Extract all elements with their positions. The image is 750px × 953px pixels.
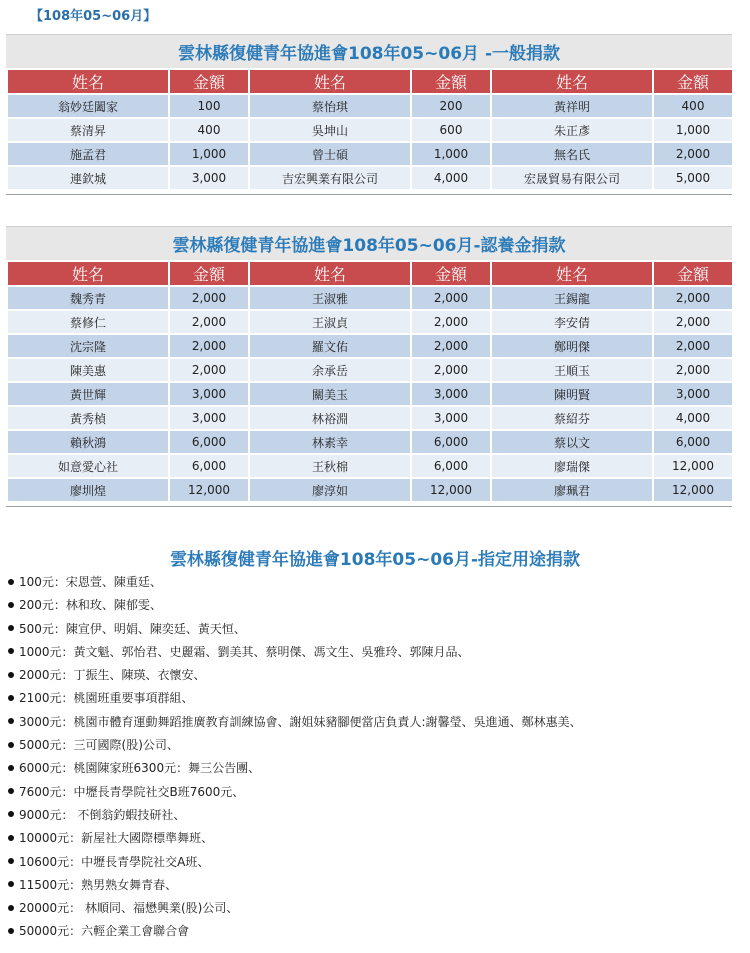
table-row <box>8 431 732 453</box>
donor-name-cell: 蔡怡琪 <box>250 95 410 117</box>
header-amount: 金額 <box>170 262 248 285</box>
list-item-text: 3000元：桃園市體育運動舞蹈推廣教育訓練協會、謝姐妹豬腳便當店負責人:謝馨瑩、吳進通、鄭林惠美、 <box>19 714 582 729</box>
donor-name-cell: 廖珮君 <box>492 479 652 501</box>
table-row <box>8 383 732 405</box>
bullet-icon <box>8 672 14 678</box>
sponsor-donation-title: 雲林縣復健青年協進會108年05~06月-認養金捐款 <box>6 226 732 260</box>
header-name: 姓名 <box>492 262 652 285</box>
amount-cell: 4,000 <box>654 407 732 429</box>
bullet-icon <box>8 881 14 887</box>
amount-cell: 2,000 <box>412 335 490 357</box>
sponsor-donation-panel <box>6 226 732 507</box>
amount-cell: 12,000 <box>170 479 248 501</box>
table-row <box>8 479 732 501</box>
list-item <box>8 804 582 827</box>
donor-name-cell: 余承岳 <box>250 359 410 381</box>
table-header-row <box>8 70 732 93</box>
header-amount: 金額 <box>412 70 490 93</box>
list-item-text: 10000元：新屋社大國際標準舞班、 <box>19 831 214 846</box>
list-item <box>8 757 582 780</box>
donor-name-cell: 連欽城 <box>8 167 168 189</box>
header-amount: 金額 <box>654 262 732 285</box>
table-row <box>8 359 732 381</box>
sponsor-donation-table <box>6 260 734 503</box>
designated-donation-list <box>8 571 582 944</box>
amount-cell: 2,000 <box>412 311 490 333</box>
bullet-icon <box>8 835 14 841</box>
donor-name-cell: 林素幸 <box>250 431 410 453</box>
table-row <box>8 455 732 477</box>
amount-cell: 100 <box>170 95 248 117</box>
amount-cell: 2,000 <box>412 287 490 309</box>
list-item <box>8 781 582 804</box>
amount-cell: 400 <box>170 119 248 141</box>
amount-cell: 12,000 <box>654 455 732 477</box>
bullet-icon <box>8 602 14 608</box>
amount-cell: 2,000 <box>654 143 732 165</box>
amount-cell: 4,000 <box>412 167 490 189</box>
amount-cell: 6,000 <box>412 431 490 453</box>
bullet-icon <box>8 742 14 748</box>
amount-cell: 5,000 <box>654 167 732 189</box>
list-item <box>8 687 582 710</box>
header-amount: 金額 <box>412 262 490 285</box>
bullet-icon <box>8 811 14 817</box>
donor-name-cell: 黃世輝 <box>8 383 168 405</box>
list-item-text: 1000元：黃文魁、郭怡君、史麗霜、劉美其、蔡明傑、馮文生、吳雅玲、郭陳月品、 <box>19 644 470 659</box>
donor-name-cell: 廖圳煌 <box>8 479 168 501</box>
donor-name-cell: 蔡紹芬 <box>492 407 652 429</box>
amount-cell: 6,000 <box>412 455 490 477</box>
donor-name-cell: 宏晟貿易有限公司 <box>492 167 652 189</box>
list-item <box>8 618 582 641</box>
designated-donation-title: 雲林縣復健青年協進會108年05~06月-指定用途捐款 <box>169 550 581 570</box>
list-item-text: 10600元：中壢長青學院社交A班、 <box>19 854 210 869</box>
bullet-icon <box>8 648 14 654</box>
list-item-text: 6000元：桃園陳家班6300元：舞三公告團、 <box>19 761 261 776</box>
list-item-text: 2000元：丁振生、陳瑛、衣懷安、 <box>19 668 206 683</box>
amount-cell: 3,000 <box>170 383 248 405</box>
amount-cell: 2,000 <box>654 287 732 309</box>
list-item <box>8 920 582 943</box>
donor-name-cell: 無名氏 <box>492 143 652 165</box>
list-item <box>8 827 582 850</box>
donor-name-cell: 蔡修仁 <box>8 311 168 333</box>
amount-cell: 1,000 <box>170 143 248 165</box>
donor-name-cell: 關美玉 <box>250 383 410 405</box>
general-donation-panel <box>6 34 732 195</box>
list-item <box>8 734 582 757</box>
donor-name-cell: 羅文佑 <box>250 335 410 357</box>
bullet-icon <box>8 695 14 701</box>
table-row <box>8 335 732 357</box>
amount-cell: 6,000 <box>654 431 732 453</box>
amount-cell: 200 <box>412 95 490 117</box>
list-item <box>8 664 582 687</box>
divider <box>6 191 732 195</box>
bullet-icon <box>8 765 14 771</box>
table-row <box>8 119 732 141</box>
amount-cell: 1,000 <box>412 143 490 165</box>
list-item <box>8 874 582 897</box>
table-row <box>8 143 732 165</box>
donor-name-cell: 王錫龍 <box>492 287 652 309</box>
donor-name-cell: 黃秀楨 <box>8 407 168 429</box>
donor-name-cell: 鄭明傑 <box>492 335 652 357</box>
amount-cell: 2,000 <box>412 359 490 381</box>
donor-name-cell: 陳明賢 <box>492 383 652 405</box>
amount-cell: 3,000 <box>654 383 732 405</box>
donor-name-cell: 廖淳如 <box>250 479 410 501</box>
list-item-text: 11500元：熟男熟女舞青春、 <box>19 877 178 892</box>
bullet-icon <box>8 625 14 631</box>
donor-name-cell: 林裕淵 <box>250 407 410 429</box>
amount-cell: 12,000 <box>412 479 490 501</box>
table-row <box>8 167 732 189</box>
bullet-icon <box>8 905 14 911</box>
bullet-icon <box>8 718 14 724</box>
donor-name-cell: 如意愛心社 <box>8 455 168 477</box>
donor-name-cell: 黃祥明 <box>492 95 652 117</box>
amount-cell: 2,000 <box>654 311 732 333</box>
donor-name-cell: 賴秋鴻 <box>8 431 168 453</box>
amount-cell: 3,000 <box>412 383 490 405</box>
donor-name-cell: 廖瑞傑 <box>492 455 652 477</box>
donor-name-cell: 蔡清昇 <box>8 119 168 141</box>
header-name: 姓名 <box>250 262 410 285</box>
header-amount: 金額 <box>654 70 732 93</box>
donor-name-cell: 王淑雅 <box>250 287 410 309</box>
donor-name-cell: 陳美惠 <box>8 359 168 381</box>
bullet-icon <box>8 788 14 794</box>
donor-name-cell: 曾士碩 <box>250 143 410 165</box>
table-row <box>8 311 732 333</box>
general-donation-table <box>6 68 734 191</box>
donor-name-cell: 吉宏興業有限公司 <box>250 167 410 189</box>
donor-name-cell: 魏秀青 <box>8 287 168 309</box>
donor-name-cell: 李安倩 <box>492 311 652 333</box>
list-item-text: 500元：陳宣伊、明娟、陳奕廷、黃天恒、 <box>19 621 246 636</box>
donor-name-cell: 朱正彥 <box>492 119 652 141</box>
list-item-text: 200元：林和玫、陳郁雯、 <box>19 598 162 613</box>
table-row <box>8 407 732 429</box>
header-name: 姓名 <box>8 70 168 93</box>
list-item <box>8 897 582 920</box>
header-name: 姓名 <box>492 70 652 93</box>
donor-name-cell: 吳坤山 <box>250 119 410 141</box>
donor-name-cell: 蔡以文 <box>492 431 652 453</box>
amount-cell: 2,000 <box>170 335 248 357</box>
table-header-row <box>8 262 732 285</box>
list-item-text: 7600元：中壢長青學院社交B班7600元、 <box>19 784 245 799</box>
amount-cell: 2,000 <box>654 359 732 381</box>
amount-cell: 3,000 <box>412 407 490 429</box>
list-item <box>8 851 582 874</box>
amount-cell: 2,000 <box>170 287 248 309</box>
list-item <box>8 594 582 617</box>
donor-name-cell: 王順玉 <box>492 359 652 381</box>
divider <box>6 503 732 507</box>
header-amount: 金額 <box>170 70 248 93</box>
list-item-text: 20000元： 林順同、福懋興業(股)公司、 <box>19 901 239 916</box>
amount-cell: 3,000 <box>170 407 248 429</box>
bullet-icon <box>8 928 14 934</box>
amount-cell: 6,000 <box>170 431 248 453</box>
amount-cell: 2,000 <box>170 311 248 333</box>
list-item-text: 50000元：六輕企業工會聯合會 <box>19 924 190 939</box>
list-item-text: 100元：宋恩萱、陳重廷、 <box>19 575 162 589</box>
donor-name-cell: 沈宗隆 <box>8 335 168 357</box>
donor-name-cell: 施孟君 <box>8 143 168 165</box>
amount-cell: 2,000 <box>170 359 248 381</box>
donor-name-cell: 翁妙廷闔家 <box>8 95 168 117</box>
bullet-icon <box>8 579 14 585</box>
general-donation-title: 雲林縣復健青年協進會108年05~06月 -一般捐款 <box>6 34 732 68</box>
list-item-text: 2100元：桃園班重要事項群組、 <box>19 691 194 706</box>
donor-name-cell: 王淑貞 <box>250 311 410 333</box>
header-name: 姓名 <box>8 262 168 285</box>
amount-cell: 1,000 <box>654 119 732 141</box>
table-row <box>8 287 732 309</box>
amount-cell: 3,000 <box>170 167 248 189</box>
amount-cell: 6,000 <box>170 455 248 477</box>
amount-cell: 600 <box>412 119 490 141</box>
period-label: 【108年05~06月】 <box>30 9 157 24</box>
donor-name-cell: 王秋棉 <box>250 455 410 477</box>
bullet-icon <box>8 858 14 864</box>
list-item <box>8 571 582 594</box>
table-row <box>8 95 732 117</box>
amount-cell: 400 <box>654 95 732 117</box>
header-name: 姓名 <box>250 70 410 93</box>
list-item-text: 5000元：三可國際(股)公司、 <box>19 738 179 753</box>
amount-cell: 12,000 <box>654 479 732 501</box>
list-item-text: 9000元： 不倒翁釣蝦技研社、 <box>19 807 186 822</box>
amount-cell: 2,000 <box>654 335 732 357</box>
list-item <box>8 711 582 734</box>
list-item <box>8 641 582 664</box>
